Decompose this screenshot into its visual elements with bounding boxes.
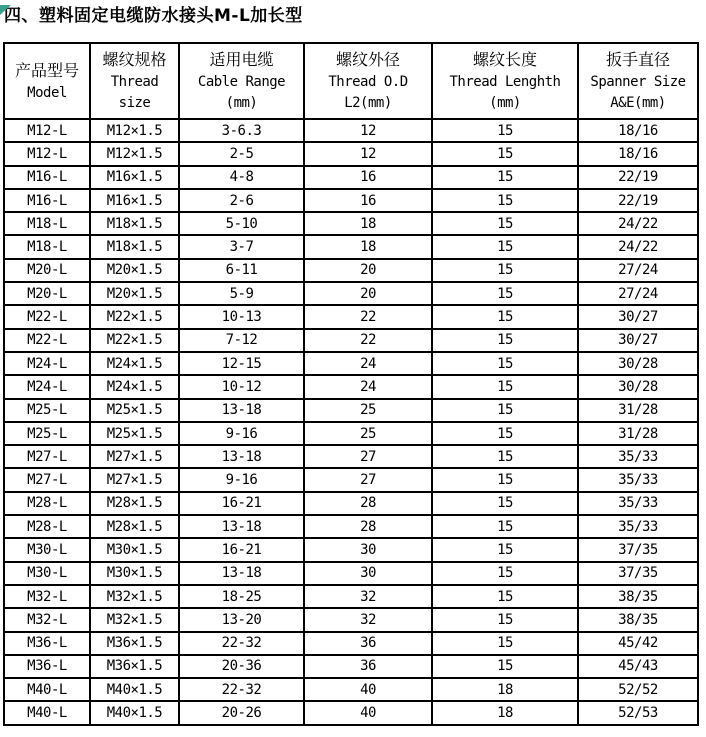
cell-model: M25-L (4, 422, 90, 445)
cell-thread-od: 12 (304, 142, 432, 165)
header-line: 螺纹规格 (102, 50, 167, 69)
cell-thread-length: 15 (432, 142, 578, 165)
cell-model: M36-L (4, 632, 90, 655)
cell-cable-range: 13-18 (179, 399, 304, 422)
cell-thread-od: 24 (304, 375, 432, 398)
cell-thread-od: 22 (304, 329, 432, 352)
cell-cable-range: 3-7 (179, 235, 304, 258)
table-row (4, 538, 698, 561)
cell-thread-size: M18×1.5 (90, 235, 179, 258)
cell-thread-size: M22×1.5 (90, 305, 179, 328)
cell-thread-od: 22 (304, 305, 432, 328)
cell-cable-range: 13-18 (179, 515, 304, 538)
table-row (4, 492, 698, 515)
cell-thread-size: M16×1.5 (90, 166, 179, 189)
cell-thread-length: 15 (432, 119, 578, 142)
header-line: A&E(mm) (610, 95, 666, 111)
cell-spanner-size: 37/35 (578, 562, 698, 585)
table-row (4, 329, 698, 352)
cell-spanner-size: 45/43 (578, 655, 698, 678)
cell-thread-length: 15 (432, 445, 578, 468)
cell-thread-od: 27 (304, 468, 432, 491)
column-header-thread-length (432, 43, 578, 119)
cell-thread-size: M24×1.5 (90, 352, 179, 375)
cell-cable-range: 16-21 (179, 492, 304, 515)
header-line: L2(mm) (344, 95, 392, 111)
cell-model: M22-L (4, 305, 90, 328)
table-row (4, 282, 698, 305)
cell-thread-od: 36 (304, 655, 432, 678)
cell-model: M40-L (4, 701, 90, 724)
cell-thread-length: 15 (432, 235, 578, 258)
cell-thread-od: 18 (304, 235, 432, 258)
table-row (4, 352, 698, 375)
table-row (4, 305, 698, 328)
cell-cable-range: 4-8 (179, 166, 304, 189)
cell-thread-od: 16 (304, 166, 432, 189)
cell-thread-length: 15 (432, 468, 578, 491)
table-row (4, 468, 698, 491)
cell-thread-od: 28 (304, 492, 432, 515)
cell-thread-od: 25 (304, 422, 432, 445)
cell-cable-range: 9-16 (179, 422, 304, 445)
table-row (4, 445, 698, 468)
cell-thread-length: 15 (432, 632, 578, 655)
cell-thread-length: 15 (432, 305, 578, 328)
cell-thread-size: M30×1.5 (90, 538, 179, 561)
spec-table (3, 42, 699, 726)
corner-marker-icon (0, 5, 11, 15)
table-row (4, 655, 698, 678)
cell-cable-range: 20-36 (179, 655, 304, 678)
table-row (4, 399, 698, 422)
cell-thread-size: M36×1.5 (90, 632, 179, 655)
cell-thread-length: 15 (432, 352, 578, 375)
header-line: Cable Range (197, 74, 286, 90)
cell-thread-size: M22×1.5 (90, 329, 179, 352)
cell-spanner-size: 22/19 (578, 166, 698, 189)
cell-cable-range: 20-26 (179, 701, 304, 724)
cell-thread-size: M40×1.5 (90, 701, 179, 724)
cell-spanner-size: 35/33 (578, 445, 698, 468)
cell-thread-length: 15 (432, 608, 578, 631)
header-row (4, 43, 698, 119)
cell-thread-od: 18 (304, 212, 432, 235)
cell-thread-od: 32 (304, 608, 432, 631)
cell-spanner-size: 35/33 (578, 515, 698, 538)
cell-spanner-size: 35/33 (578, 492, 698, 515)
cell-model: M32-L (4, 585, 90, 608)
header-line: (mm) (489, 95, 521, 111)
table-row (4, 701, 698, 724)
cell-thread-od: 36 (304, 632, 432, 655)
cell-model: M27-L (4, 468, 90, 491)
cell-spanner-size: 52/53 (578, 701, 698, 724)
table-body (4, 119, 698, 725)
cell-cable-range: 6-11 (179, 259, 304, 282)
cell-cable-range: 3-6.3 (179, 119, 304, 142)
table-row (4, 515, 698, 538)
header-line: 扳手直径 (605, 50, 670, 69)
cell-cable-range: 7-12 (179, 329, 304, 352)
cell-thread-length: 15 (432, 282, 578, 305)
cell-thread-size: M28×1.5 (90, 492, 179, 515)
cell-thread-od: 16 (304, 189, 432, 212)
cell-thread-od: 30 (304, 538, 432, 561)
cell-thread-length: 15 (432, 492, 578, 515)
table-row (4, 119, 698, 142)
cell-spanner-size: 52/52 (578, 678, 698, 701)
cell-cable-range: 22-32 (179, 632, 304, 655)
cell-model: M16-L (4, 189, 90, 212)
cell-cable-range: 13-18 (179, 562, 304, 585)
cell-thread-od: 28 (304, 515, 432, 538)
cell-thread-size: M12×1.5 (90, 119, 179, 142)
cell-model: M28-L (4, 492, 90, 515)
cell-thread-length: 15 (432, 375, 578, 398)
cell-spanner-size: 38/35 (578, 585, 698, 608)
cell-model: M24-L (4, 375, 90, 398)
cell-cable-range: 2-5 (179, 142, 304, 165)
column-header-cable-range (179, 43, 304, 119)
cell-thread-length: 15 (432, 655, 578, 678)
cell-thread-od: 20 (304, 259, 432, 282)
cell-thread-length: 15 (432, 189, 578, 212)
cell-thread-size: M30×1.5 (90, 562, 179, 585)
header-line: 螺纹外径 (335, 50, 400, 69)
header-line: 产品型号 (14, 60, 79, 80)
header-line: Thread O.D (328, 74, 408, 90)
cell-thread-od: 25 (304, 399, 432, 422)
table-row (4, 632, 698, 655)
cell-model: M20-L (4, 259, 90, 282)
table-header (4, 43, 698, 119)
cell-thread-size: M27×1.5 (90, 445, 179, 468)
cell-spanner-size: 27/24 (578, 282, 698, 305)
cell-spanner-size: 30/27 (578, 305, 698, 328)
cell-thread-size: M32×1.5 (90, 608, 179, 631)
cell-thread-length: 15 (432, 515, 578, 538)
cell-thread-od: 40 (304, 701, 432, 724)
cell-thread-od: 40 (304, 678, 432, 701)
cell-model: M12-L (4, 142, 90, 165)
header-line: Model (27, 84, 67, 101)
cell-model: M30-L (4, 562, 90, 585)
cell-spanner-size: 22/19 (578, 189, 698, 212)
cell-spanner-size: 30/28 (578, 352, 698, 375)
table-row (4, 562, 698, 585)
header-line: (mm) (225, 95, 258, 111)
cell-model: M22-L (4, 329, 90, 352)
cell-thread-od: 20 (304, 282, 432, 305)
cell-model: M30-L (4, 538, 90, 561)
cell-thread-length: 15 (432, 329, 578, 352)
header-line: 适用电缆 (209, 50, 274, 69)
column-header-thread-size (90, 43, 179, 119)
page-title: 四、塑料固定电缆防水接头M-L加长型 (4, 6, 303, 26)
cell-model: M16-L (4, 166, 90, 189)
cell-model: M20-L (4, 282, 90, 305)
cell-thread-length: 18 (432, 678, 578, 701)
column-header-model (4, 43, 90, 119)
cell-cable-range: 5-10 (179, 212, 304, 235)
cell-spanner-size: 24/22 (578, 212, 698, 235)
cell-spanner-size: 30/28 (578, 375, 698, 398)
cell-thread-length: 15 (432, 585, 578, 608)
cell-thread-size: M40×1.5 (90, 678, 179, 701)
cell-cable-range: 22-32 (179, 678, 304, 701)
cell-thread-size: M20×1.5 (90, 259, 179, 282)
table-row (4, 235, 698, 258)
column-header-thread-od (304, 43, 432, 119)
cell-thread-size: M16×1.5 (90, 189, 179, 212)
table-row (4, 422, 698, 445)
cell-cable-range: 9-16 (179, 468, 304, 491)
cell-spanner-size: 18/16 (578, 119, 698, 142)
cell-spanner-size: 38/35 (578, 608, 698, 631)
cell-thread-size: M36×1.5 (90, 655, 179, 678)
cell-cable-range: 18-25 (179, 585, 304, 608)
cell-thread-od: 27 (304, 445, 432, 468)
cell-thread-size: M25×1.5 (90, 422, 179, 445)
cell-model: M28-L (4, 515, 90, 538)
table-row (4, 142, 698, 165)
cell-thread-size: M24×1.5 (90, 375, 179, 398)
cell-thread-od: 32 (304, 585, 432, 608)
cell-model: M40-L (4, 678, 90, 701)
cell-thread-size: M28×1.5 (90, 515, 179, 538)
cell-thread-size: M18×1.5 (90, 212, 179, 235)
cell-cable-range: 10-12 (179, 375, 304, 398)
column-header-spanner-size (578, 43, 698, 119)
cell-thread-length: 15 (432, 259, 578, 282)
cell-spanner-size: 31/28 (578, 399, 698, 422)
cell-model: M18-L (4, 212, 90, 235)
cell-model: M27-L (4, 445, 90, 468)
cell-thread-size: M27×1.5 (90, 468, 179, 491)
table-row (4, 678, 698, 701)
header-line: size (118, 95, 151, 111)
cell-thread-od: 12 (304, 119, 432, 142)
cell-cable-range: 5-9 (179, 282, 304, 305)
cell-spanner-size: 45/42 (578, 632, 698, 655)
table-row (4, 375, 698, 398)
cell-model: M18-L (4, 235, 90, 258)
cell-thread-length: 15 (432, 166, 578, 189)
cell-thread-length: 15 (432, 538, 578, 561)
cell-cable-range: 13-18 (179, 445, 304, 468)
cell-thread-length: 15 (432, 399, 578, 422)
cell-model: M36-L (4, 655, 90, 678)
cell-thread-length: 18 (432, 701, 578, 724)
cell-spanner-size: 37/35 (578, 538, 698, 561)
cell-thread-size: M25×1.5 (90, 399, 179, 422)
cell-model: M25-L (4, 399, 90, 422)
cell-cable-range: 2-6 (179, 189, 304, 212)
header-line: Spanner Size (590, 74, 686, 90)
cell-spanner-size: 31/28 (578, 422, 698, 445)
cell-cable-range: 13-20 (179, 608, 304, 631)
cell-thread-length: 15 (432, 422, 578, 445)
cell-thread-size: M12×1.5 (90, 142, 179, 165)
header-line: Thread Lenghth (449, 74, 561, 90)
cell-thread-size: M20×1.5 (90, 282, 179, 305)
cell-thread-length: 15 (432, 212, 578, 235)
table-row (4, 212, 698, 235)
cell-spanner-size: 24/22 (578, 235, 698, 258)
cell-thread-size: M32×1.5 (90, 585, 179, 608)
cell-cable-range: 12-15 (179, 352, 304, 375)
cell-cable-range: 16-21 (179, 538, 304, 561)
cell-model: M32-L (4, 608, 90, 631)
cell-thread-od: 30 (304, 562, 432, 585)
cell-thread-length: 15 (432, 562, 578, 585)
cell-spanner-size: 30/27 (578, 329, 698, 352)
cell-spanner-size: 18/16 (578, 142, 698, 165)
table-row (4, 585, 698, 608)
table-row (4, 259, 698, 282)
cell-cable-range: 10-13 (179, 305, 304, 328)
header-line: 螺纹长度 (472, 50, 537, 69)
table-row (4, 166, 698, 189)
header-line: Thread (110, 74, 159, 90)
table-row (4, 608, 698, 631)
cell-model: M12-L (4, 119, 90, 142)
cell-spanner-size: 35/33 (578, 468, 698, 491)
cell-spanner-size: 27/24 (578, 259, 698, 282)
cell-thread-od: 24 (304, 352, 432, 375)
table-row (4, 189, 698, 212)
cell-model: M24-L (4, 352, 90, 375)
